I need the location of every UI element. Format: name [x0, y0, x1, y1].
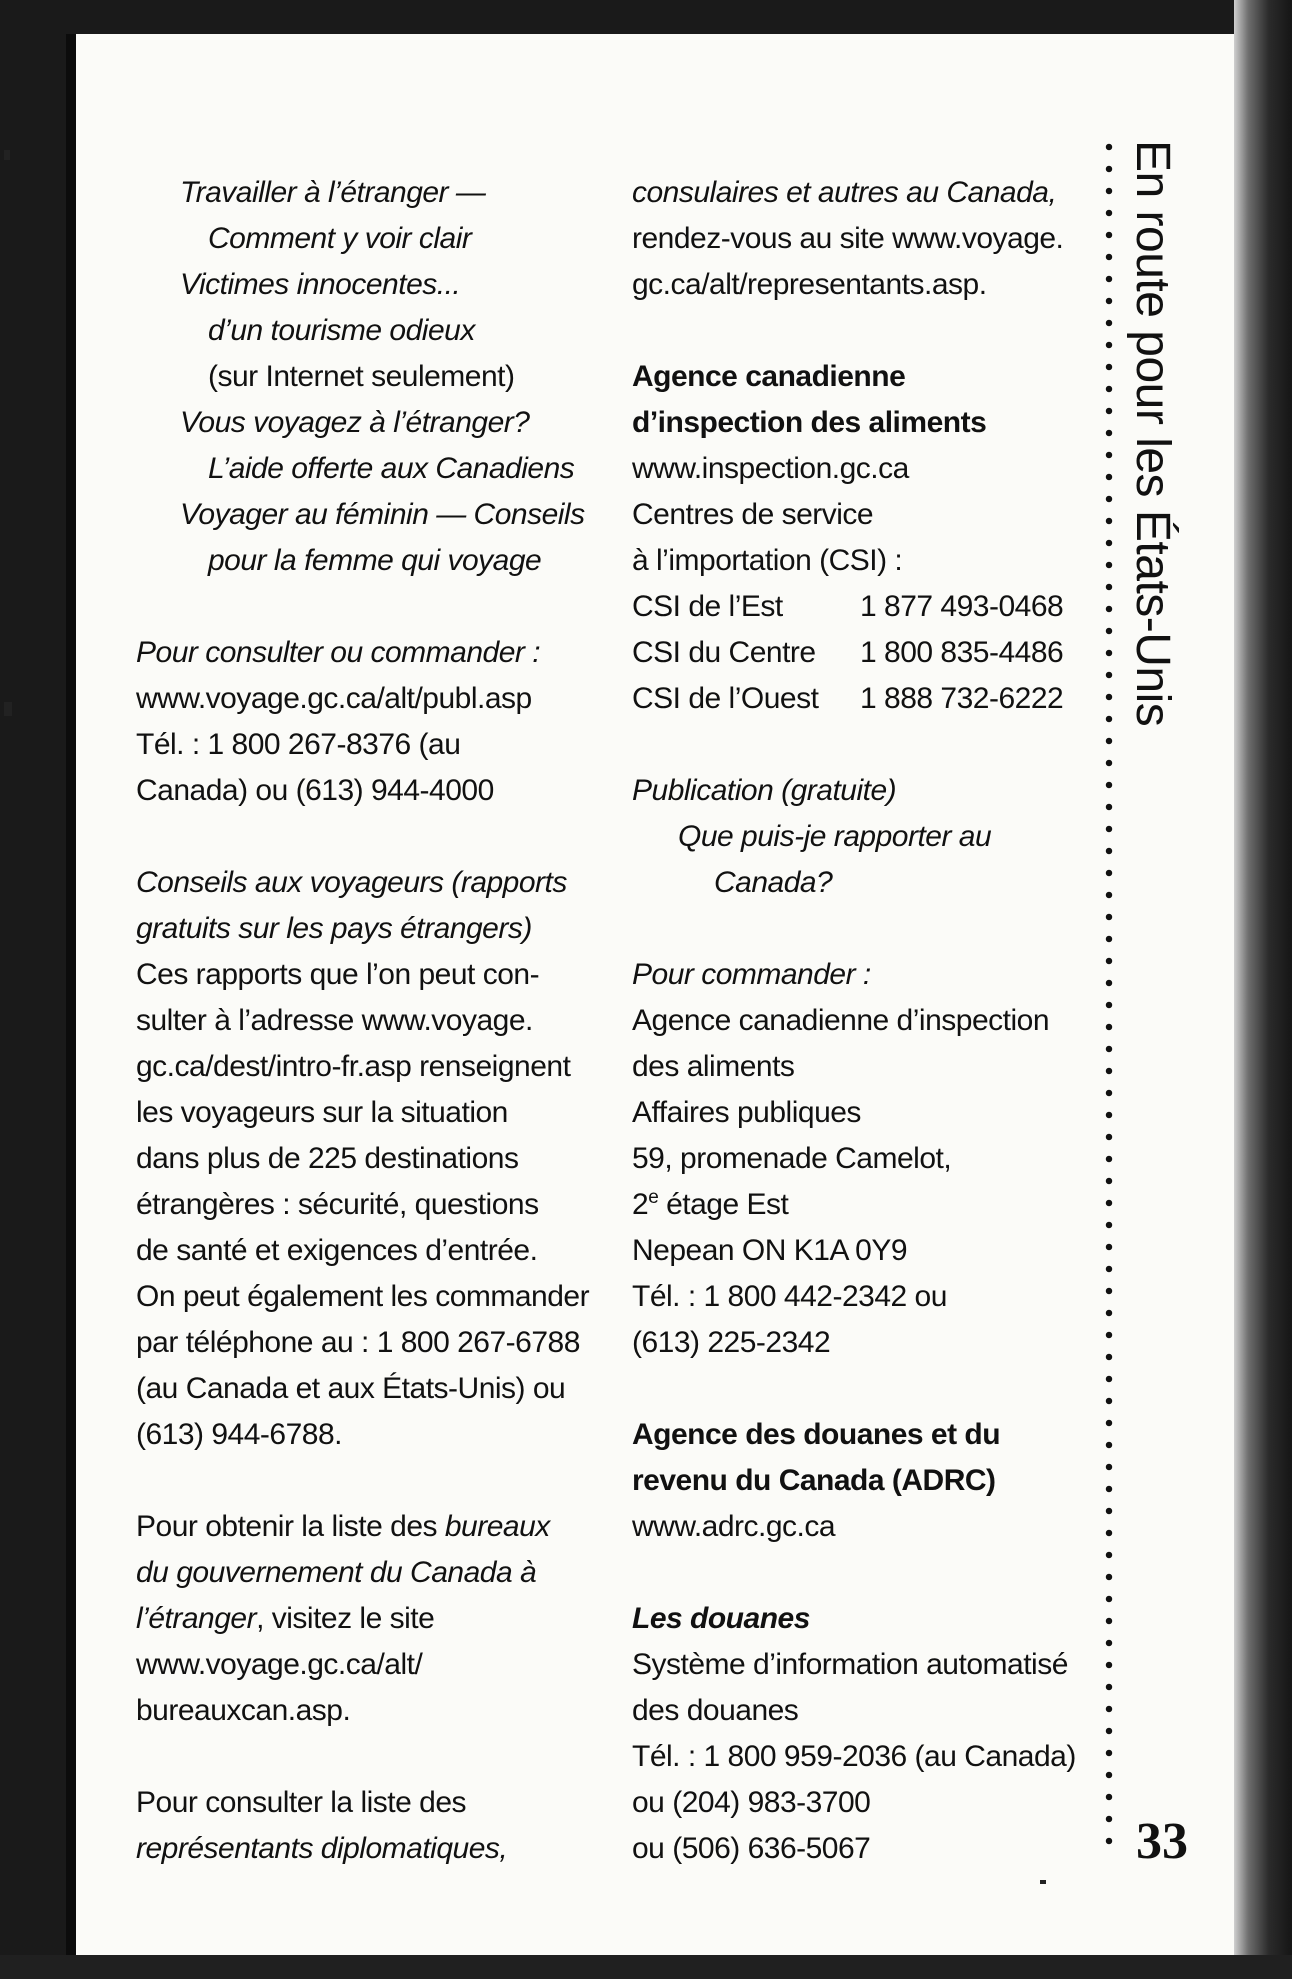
- order-line-5: [632, 1182, 1102, 1228]
- order-line-2: des aliments: [632, 1050, 795, 1083]
- advice-line: (au Canada et aux États-Unis) ou: [136, 1372, 566, 1405]
- publication-title-line: Travailler à l’étranger —: [180, 176, 486, 209]
- csi-name: CSI de l’Est: [632, 590, 783, 623]
- advice-line: (613) 944-6788.: [136, 1418, 342, 1451]
- publication-heading: Publication (gratuite): [632, 774, 897, 807]
- publication-title-line: Comment y voir clair: [208, 222, 472, 255]
- scan-speck: [4, 150, 10, 160]
- publication-title-line-1: Que puis-je rapporter au: [678, 820, 992, 853]
- csi-phone: 1 800 835-4486: [860, 636, 1064, 669]
- csi-row: [632, 630, 1102, 676]
- publication-title-line-2: Canada?: [714, 866, 833, 899]
- scan-speck: [4, 702, 12, 716]
- advice-heading-line-1: Conseils aux voyageurs (rapports: [136, 866, 567, 899]
- order-heading: Pour commander :: [632, 958, 871, 991]
- douanes-line-4: ou (204) 983-3700: [632, 1786, 871, 1819]
- advice-heading-line-2: gratuits sur les pays étrangers): [136, 912, 532, 945]
- bureaux-text: Pour obtenir la liste des: [136, 1510, 445, 1543]
- consult-heading: Pour consulter ou commander :: [136, 636, 541, 669]
- csi-row: [632, 584, 1102, 630]
- douanes-line-2: des douanes: [632, 1694, 799, 1727]
- advice-line: dans plus de 225 destinations: [136, 1142, 519, 1175]
- advice-line: sulter à l’adresse www.voyage.: [136, 1004, 533, 1037]
- publication-title-line: Voyager au féminin — Conseils: [180, 498, 585, 531]
- adrc-heading-line-2: revenu du Canada (ADRC): [632, 1464, 996, 1497]
- csi-phone: 1 877 493-0468: [860, 590, 1064, 623]
- publication-title-line: pour la femme qui voyage: [208, 544, 542, 577]
- csi-name: CSI du Centre: [632, 636, 816, 669]
- advice-line: gc.ca/dest/intro-fr.asp renseignent: [136, 1050, 571, 1083]
- order-line-7: Tél. : 1 800 442-2342 ou: [632, 1280, 947, 1313]
- douanes-line-1: Système d’information automatisé: [632, 1648, 1068, 1681]
- douanes-line-5: ou (506) 636-5067: [632, 1832, 871, 1865]
- douanes-heading: Les douanes: [632, 1602, 810, 1635]
- bureaux-line-1: [136, 1504, 604, 1550]
- consult-url: www.voyage.gc.ca/alt/publ.asp: [136, 682, 532, 715]
- bureaux-url-line-1: www.voyage.gc.ca/alt/: [136, 1648, 423, 1681]
- publication-title-line: Victimes innocentes...: [180, 268, 461, 301]
- floor-text: étage Est: [658, 1188, 789, 1221]
- right-column: [632, 170, 1102, 1872]
- advice-line: On peut également les commander: [136, 1280, 590, 1313]
- advice-text: [136, 952, 604, 1458]
- reps-line-1: Pour consulter la liste des: [136, 1786, 467, 1819]
- page-edge-right: [1234, 0, 1292, 1979]
- bureaux-line-2: du gouvernement du Canada à: [136, 1556, 537, 1589]
- advice-line: les voyageurs sur la situation: [136, 1096, 508, 1129]
- scan-speck: [1040, 1880, 1046, 1884]
- publication-title-line: Vous voyagez à l’étranger?: [180, 406, 530, 439]
- csi-phone: 1 888 732-6222: [860, 682, 1064, 715]
- reps-cont-line-3: gc.ca/alt/representants.asp.: [632, 268, 987, 301]
- advice-line: étrangères : sécurité, questions: [136, 1188, 539, 1221]
- publication-title-line: (sur Internet seulement): [208, 360, 515, 393]
- bureaux-line-3: [136, 1596, 604, 1642]
- reps-cont-line-1: consulaires et autres au Canada,: [632, 176, 1057, 209]
- floor-superscript: e: [648, 1187, 659, 1208]
- consult-phone-line-1: Tél. : 1 800 267-8376 (au: [136, 728, 461, 761]
- publication-title-line: L’aide offerte aux Canadiens: [208, 452, 575, 485]
- advice-line: par téléphone au : 1 800 267-6788: [136, 1326, 580, 1359]
- bureaux-emphasis-2: l’étranger: [136, 1602, 257, 1635]
- floor-number: 2: [632, 1188, 649, 1221]
- acia-url: www.inspection.gc.ca: [632, 452, 909, 485]
- binding-edge: [66, 34, 76, 1962]
- csi-name: CSI de l’Ouest: [632, 682, 819, 715]
- order-line-6: Nepean ON K1A 0Y9: [632, 1234, 908, 1267]
- acia-service-line-1: Centres de service: [632, 498, 874, 531]
- order-line-8: (613) 225-2342: [632, 1326, 831, 1359]
- order-line-3: Affaires publiques: [632, 1096, 861, 1129]
- bureaux-text-2: , visitez le site: [256, 1602, 435, 1635]
- advice-line: Ces rapports que l’on peut con-: [136, 958, 540, 991]
- csi-phone-list: [632, 584, 1102, 722]
- acia-heading-line-1: Agence canadienne: [632, 360, 906, 393]
- publication-title-line: d’un tourisme odieux: [208, 314, 475, 347]
- acia-service-line-2: à l’importation (CSI) :: [632, 544, 903, 577]
- advice-line: de santé et exigences d’entrée.: [136, 1234, 538, 1267]
- running-title: En route pour les États-Unis: [1126, 140, 1179, 727]
- reps-line-2: représentants diplomatiques,: [136, 1832, 508, 1865]
- csi-row: [632, 676, 1102, 722]
- dotted-divider: [1104, 136, 1114, 1848]
- bureaux-url-line-2: bureauxcan.asp.: [136, 1694, 351, 1727]
- acia-heading-line-2: d’inspection des aliments: [632, 406, 987, 439]
- adrc-heading-line-1: Agence des douanes et du: [632, 1418, 1001, 1451]
- douanes-line-3: Tél. : 1 800 959-2036 (au Canada): [632, 1740, 1076, 1773]
- adrc-url: www.adrc.gc.ca: [632, 1510, 836, 1543]
- left-column: [136, 170, 604, 1872]
- page-number: 33: [1136, 1813, 1188, 1870]
- order-line-4: 59, promenade Camelot,: [632, 1142, 952, 1175]
- publication-list: [136, 170, 604, 584]
- page-edge-bottom: [0, 1955, 1292, 1979]
- bureaux-emphasis: bureaux: [444, 1510, 550, 1543]
- reps-cont-line-2: rendez-vous au site www.voyage.: [632, 222, 1064, 255]
- order-line-1: Agence canadienne d’inspection: [632, 1004, 1049, 1037]
- consult-phone-line-2: Canada) ou (613) 944-4000: [136, 774, 494, 807]
